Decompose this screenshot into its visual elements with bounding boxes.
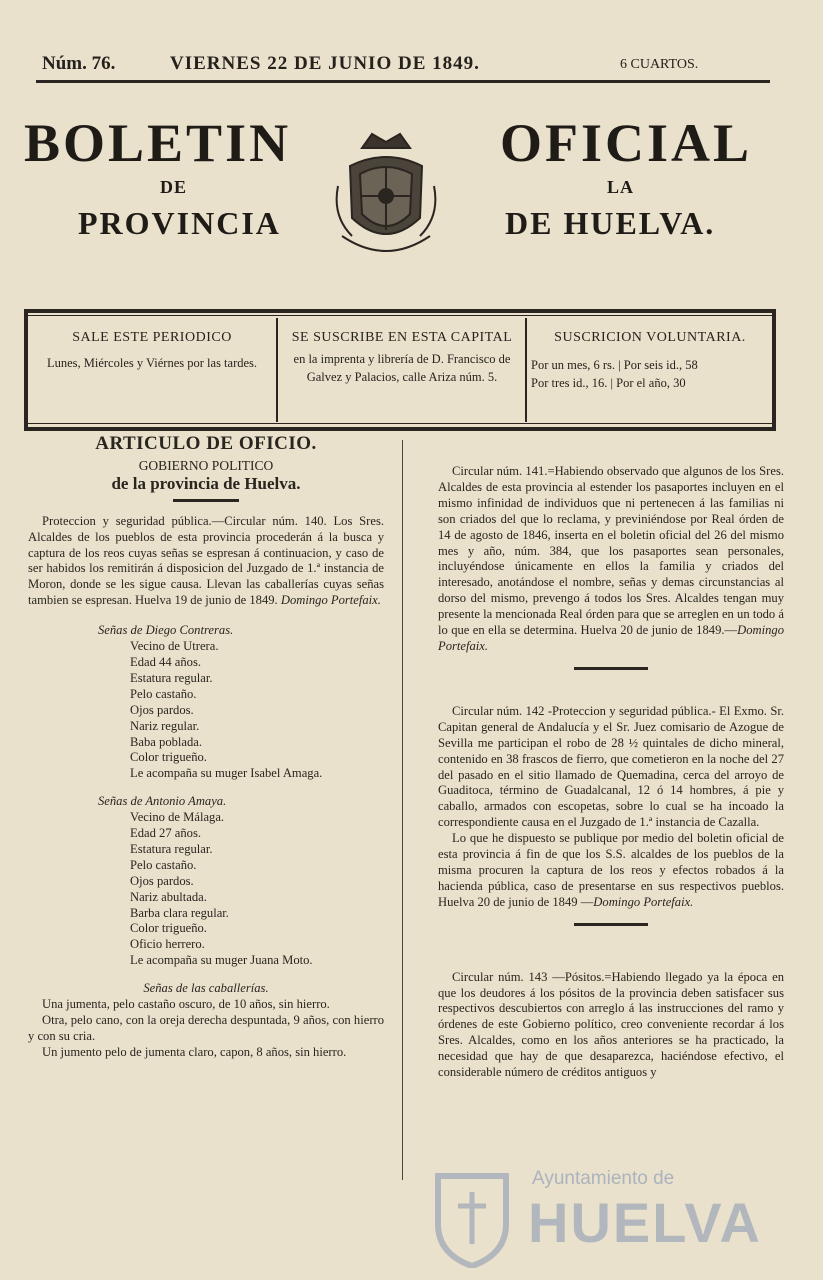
city-shield-icon	[430, 1168, 514, 1268]
separator-141	[574, 667, 648, 670]
list-item: Barba clara regular.	[130, 905, 229, 920]
masthead-boletin: BOLETIN	[24, 113, 292, 173]
box-col-schedule	[34, 330, 270, 372]
list-item: Baba poblada.	[130, 734, 203, 749]
heading-separator	[173, 499, 239, 502]
animal-3: Un jumento pelo de jumenta claro, capon, 8 años, sin hierro.	[42, 1044, 347, 1059]
list-item: Ojos pardos.	[130, 873, 194, 888]
list-item: Oficio herrero.	[130, 937, 205, 952]
issue-date: VIERNES 22 DE JUNIO DE 1849.	[170, 53, 480, 74]
person-1-title: Señas de Diego Contreras.	[98, 623, 234, 638]
circular-140: Proteccion y seguridad pública.—Circular núm. 140. Los Sres. Alcaldes de los pueblos de esta provincia procederán á la busca y captura de los reos cuyas señas se espresan á continuacion, y caso de ser habidos los remitirán á disposicion del Juzgado de 1.ª instancia de Moron, donde se les sigue causa. Llevan las caballerías cuyas señas tambien se espresan. Huelva 19 de junio de 1849. Domingo Portefaix.	[28, 513, 384, 608]
list-item: Vecino de Utrera.	[130, 639, 219, 654]
box-bottom-rule-thin	[28, 423, 772, 424]
separator-142	[574, 923, 648, 926]
box-bottom-rule	[24, 427, 776, 431]
list-item: Pelo castaño.	[130, 857, 197, 872]
circular-142: Circular núm. 142 -Proteccion y seguridad pública.- El Exmo. Sr. Capitan general de Andalucía y el Sr. Juez comisario de Azogue de Sevilla me participan el robo de 28 ½ quintales de dicho mineral, contenido en 38 frascos de fierro, que cometieron en la noche del 27 del pasado en el sitio llamado de Quemadina, cerca del arroyo de Guaditoca, término de Guadalcanal, 12 ó 14 hombres, á pie y caballo, armados con escopetas, sobre lo cual se ha incoado la correspondiente causa en el Juzgado de 1.ª instancia de Cazalla.	[438, 703, 784, 830]
list-item: Color trigueño.	[130, 921, 207, 936]
list-item: Nariz abultada.	[130, 889, 207, 904]
list-item: Edad 27 años.	[130, 826, 201, 841]
box-top-rule-thin	[28, 315, 772, 316]
animals-block	[28, 981, 384, 1061]
gov-subheading: GOBIERNO POLITICO	[138, 457, 274, 473]
circular-142-b: Lo que he dispuesto se publique por medio del boletin oficial de esta provincia á fin de que los S.S. alcaldes de los pueblos de la misma procuren la captura de los reos y efectos robados á la hacienda pública, caso de presentarse en sus respectivos pueblos. Huelva 20 de junio de 1849 —Domingo Portefaix.	[438, 831, 784, 909]
person-1-block	[28, 623, 384, 782]
animal-2: Otra, pelo cano, con la oreja derecha despuntada, 9 años, con hierro y con su cria.	[28, 1013, 384, 1043]
issue-number: Núm. 76.	[42, 53, 116, 74]
box-col-subscribe	[284, 330, 520, 386]
box-divider-1	[276, 318, 278, 422]
box-divider-2	[525, 318, 527, 422]
list-item: Color trigueño.	[130, 750, 207, 765]
box-left-rule	[24, 309, 28, 431]
prices-title: SUSCRICION VOLUNTARIA.	[554, 330, 746, 345]
masthead-la: LA	[607, 177, 635, 197]
coat-of-arms-icon	[332, 126, 440, 262]
watermark-city: HUELVA	[528, 1191, 762, 1254]
list-item: Estatura regular.	[130, 670, 213, 685]
animal-1: Una jumenta, pelo castaño oscuro, de 10 años, sin hierro.	[42, 997, 330, 1012]
prices-line-1: Por un mes, 6 rs. | Por seis id., 58	[531, 358, 698, 372]
masthead-de: DE	[160, 177, 188, 197]
issue-price: 6 CUARTOS.	[620, 57, 699, 72]
animals-title: Señas de las caballerías.	[143, 981, 269, 996]
box-right-rule	[772, 309, 776, 431]
box-top-rule	[24, 309, 776, 313]
masthead-provincia: PROVINCIA	[78, 205, 281, 241]
list-item: Le acompaña su muger Juana Moto.	[130, 953, 313, 968]
list-item: Ojos pardos.	[130, 702, 194, 717]
schedule-text: Lunes, Miércoles y Viérnes por las tardes.	[46, 356, 258, 370]
list-item: Edad 44 años.	[130, 654, 201, 669]
circular-143: Circular núm. 143 —Pósitos.=Habiendo llegado ya la época en que los deudores á los pósitos de la provincia deben satisfacer sus respectivos descubiertos con arreglo á las instrucciones del ramo y órdenes de este Gobierno político, creo conveniente recordar á los Sres. Alcaldes, como en los años anteriores se ha practicado, la necesidad que hay de que desaparezca, haciéndose efectivo, el considerable número de créditos antiguos y	[438, 969, 784, 1080]
column-divider	[402, 440, 403, 1180]
header-rule	[36, 80, 770, 83]
person-1-list	[70, 639, 384, 782]
list-item: Estatura regular.	[130, 841, 213, 856]
subscribe-title: SE SUSCRIBE EN ESTA CAPITAL	[291, 330, 513, 345]
schedule-title: SALE ESTE PERIODICO	[72, 330, 232, 345]
subscribe-text: en la imprenta y librería de D. Francisco de Galvez y Palacios, calle Ariza núm. 5.	[293, 352, 511, 384]
circular-141: Circular núm. 141.=Habiendo observado que algunos de los Sres. Alcaldes de esta provincia al estender los pasaportes incluyen en el mismo infinidad de individuos que ni pertenecen á las familias ni son criados del que lo reclama, y previniéndose por Real órden de 14 de agosto de 1846, inserta en el boletin oficial del 26 del mismo mes y año, núm. 384, que los pasaportes sean personales, incluyéndose únicamente en ellos la familia y criados del interesado, anotándose el nombre, señas y demas circunstancias al dorso del mismo, prevengo á todos los Sres. Alcaldes tengan muy presente la mencionada Real órden para que se arreglen en un todo á lo que en ella se determina. Huelva 20 de junio de 1849.—Domingo Portefaix.	[438, 464, 784, 653]
right-column	[438, 464, 784, 1081]
left-column	[28, 433, 384, 1061]
person-2-title: Señas de Antonio Amaya.	[98, 794, 227, 809]
prices-line-2: Por tres id., 16. | Por el año, 30	[531, 376, 686, 390]
watermark-label: Ayuntamiento de	[532, 1168, 675, 1189]
list-item: Pelo castaño.	[130, 686, 197, 701]
person-2-block	[28, 794, 384, 969]
gov-province: de la provincia de Huelva.	[111, 473, 301, 493]
list-item: Nariz regular.	[130, 718, 200, 733]
article-heading: ARTICULO DE OFICIO.	[95, 433, 317, 454]
masthead-oficial: OFICIAL	[500, 113, 753, 173]
list-item: Vecino de Málaga.	[130, 810, 225, 825]
box-col-prices	[531, 330, 769, 392]
list-item: Le acompaña su muger Isabel Amaga.	[130, 766, 323, 781]
masthead-de-huelva: DE HUELVA.	[505, 205, 716, 241]
person-2-list	[70, 810, 384, 969]
